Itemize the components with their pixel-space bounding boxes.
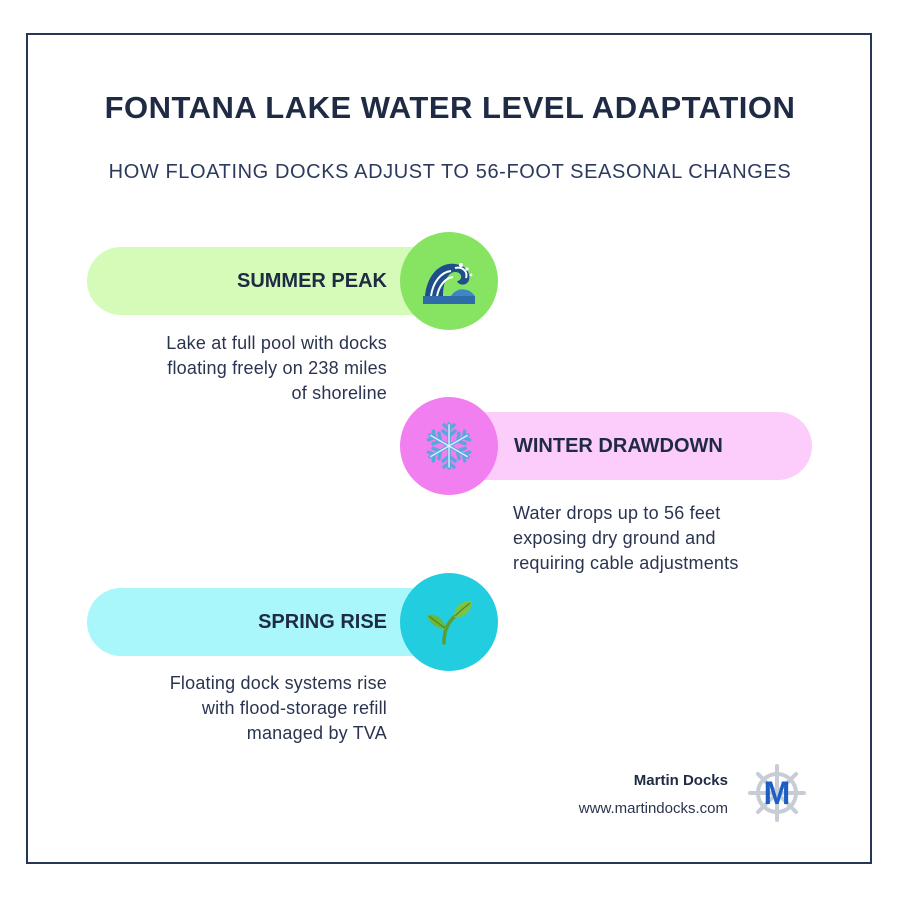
stage-winter-drawdown-label: WINTER DRAWDOWN	[514, 435, 723, 457]
snowflake-icon	[423, 420, 475, 472]
ship-wheel-logo-icon	[748, 764, 806, 822]
stage-spring-rise-description: Floating dock systems rise with flood-storage refill managed by TVA	[169, 673, 387, 743]
page-title: FONTANA LAKE WATER LEVEL ADAPTATION	[104, 90, 796, 125]
stage-winter-drawdown-badge	[400, 397, 498, 495]
stage-summer-peak-label: SUMMER PEAK	[236, 270, 387, 292]
brand-name: Martin Docks	[633, 772, 728, 789]
stage-summer-peak-description: Lake at full pool with docks floating freely on 238 miles of shoreline	[166, 333, 387, 403]
stage-spring-rise-label: SPRING RISE	[258, 611, 387, 633]
seedling-icon	[424, 597, 474, 647]
stage-summer-peak-badge	[400, 232, 498, 330]
brand-url[interactable]: www.martindocks.com	[578, 800, 728, 817]
page-subtitle: HOW FLOATING DOCKS ADJUST TO 56-FOOT SEASONAL CHANGES	[108, 161, 792, 183]
wave-icon	[421, 256, 477, 306]
stage-spring-rise-badge	[400, 573, 498, 671]
stage-winter-drawdown-description: Water drops up to 56 feet exposing dry ground and requiring cable adjustments	[513, 503, 739, 573]
svg-text:M: M	[763, 775, 791, 811]
